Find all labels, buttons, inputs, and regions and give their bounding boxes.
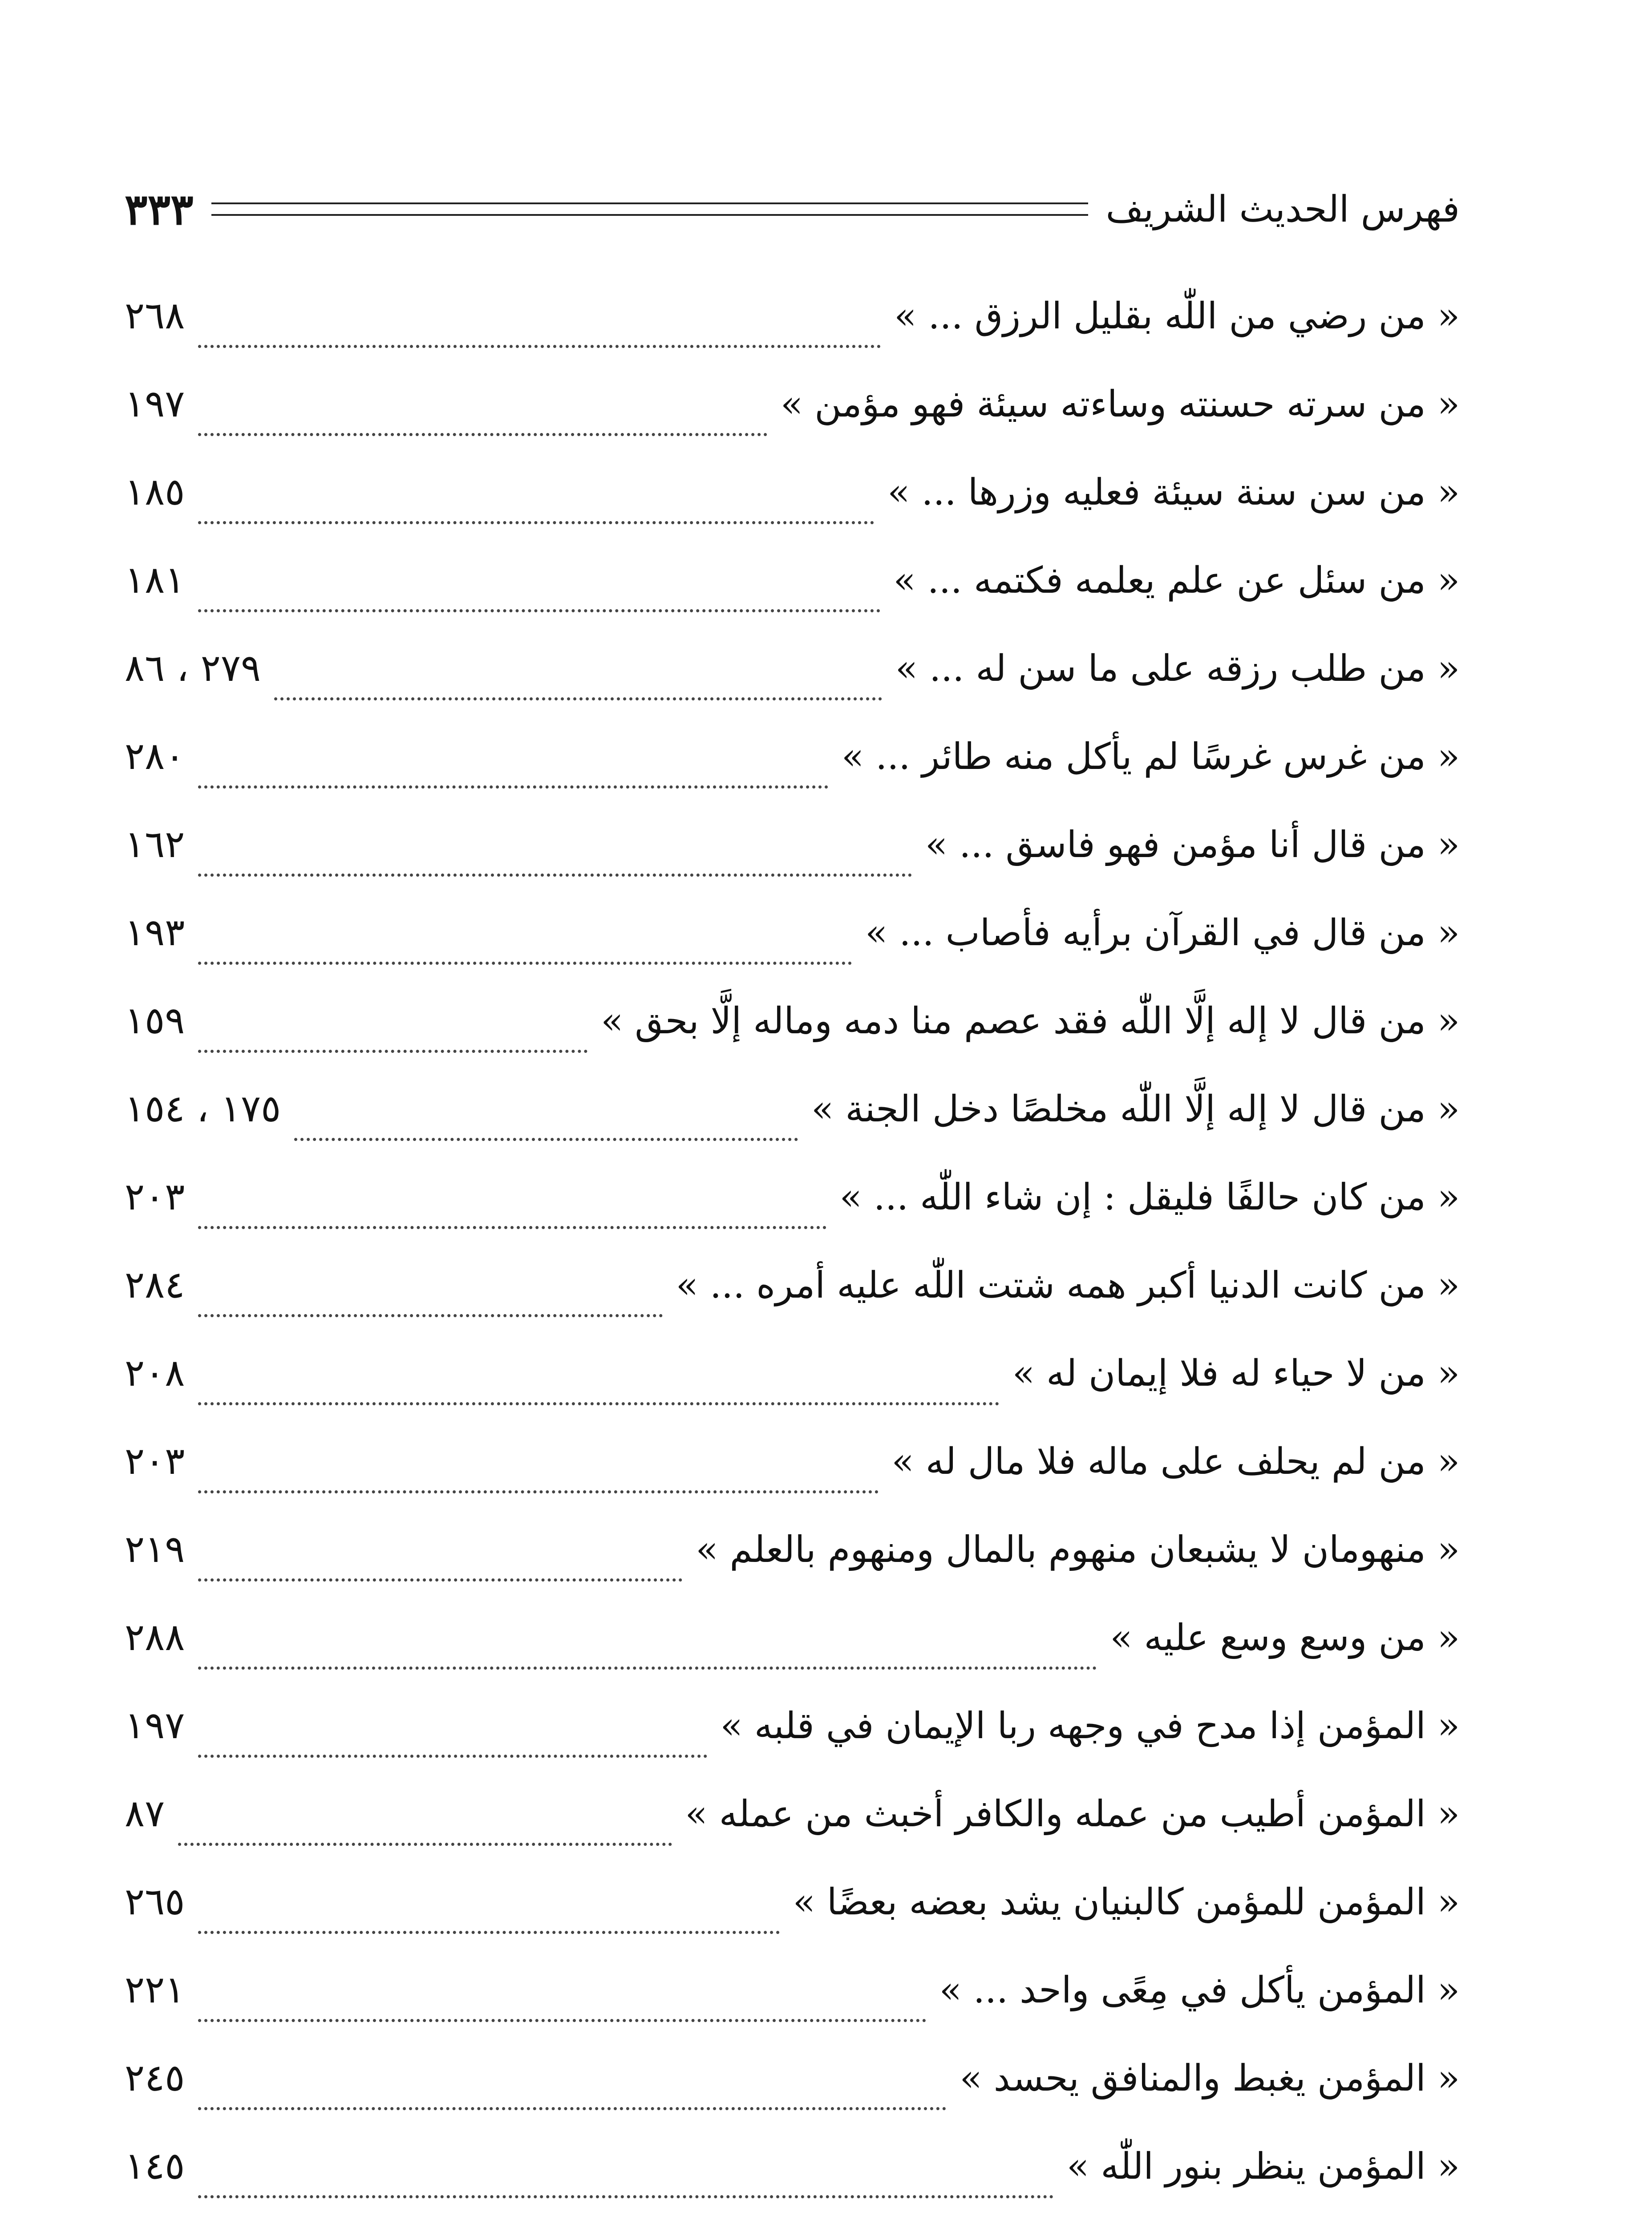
index-entry (125, 1153, 1460, 1241)
index-entry (125, 1505, 1460, 1593)
entry-page-numbers: ١٧٥ ، ١٥٤ (125, 1087, 281, 1130)
dot-leader (294, 1138, 798, 1141)
index-entry (125, 536, 1460, 624)
entry-page-numbers: ٢٦٥ (125, 1880, 185, 1923)
hadith-text: « من كانت الدنيا أكبر همه شتت اللّٰه عليه أمره ... » (676, 1264, 1460, 1307)
entry-page-numbers: ١٥٩ (125, 999, 185, 1042)
entry-page-numbers: ١٩٧ (125, 382, 185, 425)
entry-page-numbers: ١٦٢ (125, 822, 185, 866)
dot-leader (198, 1226, 826, 1229)
hadith-text: « المؤمن ينظر بنور اللّٰه » (1066, 2145, 1460, 2188)
entry-page-numbers: ٢٧٩ ، ٨٦ (125, 646, 261, 690)
running-header (125, 178, 1460, 240)
hadith-text: « المؤمن أطيب من عمله والكافر أخبث من عمله » (685, 1793, 1460, 1835)
dot-leader (198, 1931, 779, 1934)
dot-leader (198, 1050, 587, 1053)
index-entry (125, 624, 1460, 712)
entry-page-numbers: ١٩٣ (125, 910, 185, 954)
entry-page-numbers: ٢٠٨ (125, 1351, 185, 1395)
hadith-text: « من كان حالفًا فليقل : إن شاء اللّٰه ... » (839, 1176, 1460, 1218)
dot-leader (198, 521, 874, 524)
dot-leader (198, 433, 767, 436)
index-entry (125, 888, 1460, 976)
entry-page-numbers: ٢٨٤ (125, 1263, 185, 1307)
running-title: فهرس الحديث الشريف (1105, 188, 1460, 231)
index-entry (125, 976, 1460, 1064)
hadith-text: « منهومان لا يشبعان منهوم بالمال ومنهوم بالعلم » (696, 1529, 1460, 1571)
entry-page-numbers: ٢٠٣ (125, 1439, 185, 1483)
dot-leader (198, 962, 852, 965)
entry-page-numbers: ٨٧ (125, 1792, 165, 1835)
dot-leader (274, 697, 882, 700)
index-entry (125, 1417, 1460, 1505)
hadith-index-list (125, 271, 1460, 2225)
page-number: ٣٣٣ (125, 184, 194, 235)
index-entry (125, 2034, 1460, 2122)
hadith-text: « من طلب رزقه على ما سن له ... » (895, 647, 1460, 690)
entry-page-numbers: ٢٦٨ (125, 294, 185, 337)
index-entry (125, 1593, 1460, 1681)
dot-leader (198, 1667, 1097, 1670)
index-entry (125, 448, 1460, 536)
entry-page-numbers: ٢٨٠ (125, 734, 185, 778)
hadith-text: « المؤمن للمؤمن كالبنيان يشد بعضه بعضًا » (793, 1881, 1460, 1923)
index-entry (125, 1241, 1460, 1329)
hadith-text: « المؤمن يأكل في مِعًى واحد ... » (939, 1969, 1460, 2011)
dot-leader (198, 2019, 926, 2022)
hadith-text: « من قال لا إله إلَّا اللّٰه فقد عصم منا دمه وماله إلَّا بحق » (601, 1000, 1460, 1042)
hadith-text: « من وسع وسع عليه » (1110, 1617, 1460, 1659)
index-entry (125, 1329, 1460, 1417)
dot-leader (198, 345, 881, 348)
index-entry (125, 1946, 1460, 2034)
hadith-text: « المؤمن إذا مدح في وجهه ربا الإيمان في قلبه » (720, 1705, 1460, 1747)
index-entry (125, 271, 1460, 360)
index-entry (125, 1769, 1460, 1857)
hadith-text: « من لا حياء له فلا إيمان له » (1012, 1352, 1460, 1395)
dot-leader (198, 1755, 707, 1758)
dot-leader (198, 785, 828, 789)
hadith-text: « من رضي من اللّٰه بقليل الرزق ... » (894, 295, 1460, 337)
hadith-text: « من سرته حسنته وساءته سيئة فهو مؤمن » (780, 383, 1460, 425)
entry-page-numbers: ٢٠٣ (125, 1175, 185, 1218)
entry-page-numbers: ٢٢١ (125, 1968, 185, 2011)
entry-page-numbers: ١٤٥ (125, 2144, 185, 2188)
header-double-rule (211, 202, 1088, 216)
hadith-text: « من قال في القرآن برأيه فأصاب ... » (865, 912, 1460, 954)
entry-page-numbers: ١٩٧ (125, 1703, 185, 1747)
dot-leader (198, 609, 880, 612)
index-entry (125, 1681, 1460, 1769)
hadith-text: « من لم يحلف على ماله فلا مال له » (891, 1440, 1460, 1483)
dot-leader (198, 2107, 946, 2110)
index-entry (125, 2210, 1460, 2225)
entry-page-numbers: ١٨٥ (125, 470, 185, 514)
hadith-text: « من سئل عن علم يعلمه فكتمه ... » (893, 559, 1460, 602)
index-entry (125, 2122, 1460, 2210)
dot-leader (198, 1490, 878, 1493)
dot-leader (198, 874, 912, 877)
hadith-text: « من غرس غرسًا لم يأكل منه طائر ... » (842, 736, 1460, 778)
dot-leader (178, 1843, 672, 1846)
index-entry (125, 360, 1460, 448)
entry-page-numbers: ٢١٩ (125, 1527, 185, 1571)
hadith-text: « من قال أنا مؤمن فهو فاسق ... » (925, 824, 1460, 866)
dot-leader (198, 1578, 682, 1582)
entry-page-numbers: ٢٤٥ (125, 2056, 185, 2100)
index-entry (125, 712, 1460, 800)
dot-leader (198, 1314, 662, 1317)
entry-page-numbers (125, 2210, 198, 2225)
index-entry (125, 800, 1460, 888)
dot-leader (198, 1402, 999, 1405)
index-entry (125, 1064, 1460, 1153)
hadith-text (1081, 2211, 1460, 2225)
hadith-text: « المؤمن يغبط والمنافق يحسد » (960, 2057, 1460, 2100)
index-entry (125, 1857, 1460, 1946)
dot-leader (198, 2195, 1053, 2198)
hadith-text: « من سن سنة سيئة فعليه وزرها ... » (887, 471, 1460, 514)
entry-page-numbers: ١٨١ (125, 558, 185, 602)
entry-page-numbers: ٢٨٨ (125, 1615, 185, 1659)
hadith-text: « من قال لا إله إلَّا اللّٰه مخلصًا دخل الجنة » (811, 1088, 1460, 1130)
